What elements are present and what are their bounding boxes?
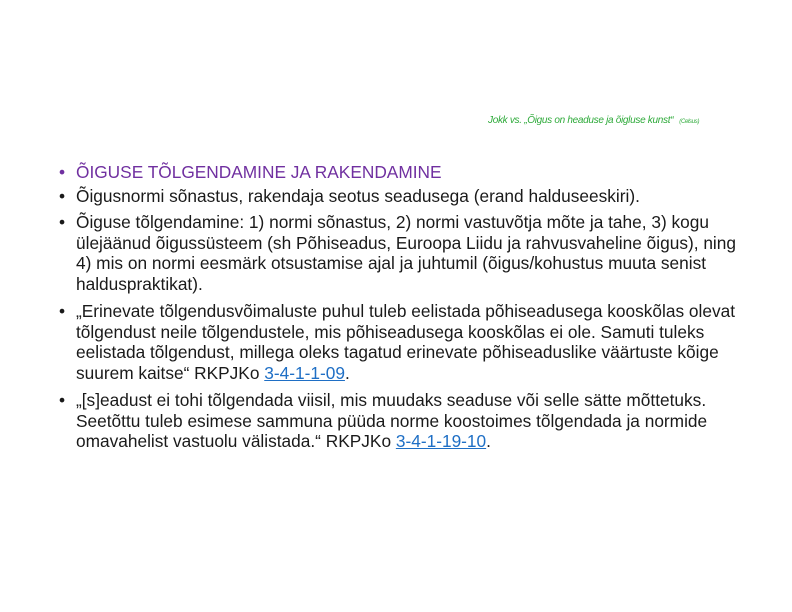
- item-text: „Erinevate tõlgendusvõimaluste puhul tuleb eelistada põhiseadusega kooskõlas olevat tõlgendust neile tõlgendustele, mis põhiseadusega kooskõlas ei ole. Samuti tuleks eelistada tõlgendust, millega oleks tagatud erinevate põhiseaduslike väärtuste kõige suurem kaitse“ RKPJKo: [76, 301, 736, 383]
- citation-text: Jokk vs. „Õigus on headuse ja õigluse kunst“: [488, 115, 674, 126]
- item-text: Õigusnormi sõnastus, rakendaja seotus seadusega (erand halduseeskiri).: [76, 185, 640, 206]
- list-item: [58, 186, 748, 207]
- bullet-list: [58, 162, 748, 459]
- item-text: Õiguse tõlgendamine: 1) normi sõnastus, 2) normi vastuvõtja mõte ja tahe, 3) kogu ülejäänud õigussüsteem (sh Põhiseadus, Euroopa Liidu ja rahvusvaheline õigus), ning 4) mis on normi eesmärk otsustamise ajal ja juhtumil (õigus/kohustus muuta senist halduspraktikat).: [76, 212, 736, 294]
- section-heading: [58, 162, 748, 183]
- citation-source: (Celsus): [679, 119, 700, 125]
- case-link-3-4-1-19-10[interactable]: 3-4-1-19-10: [395, 431, 487, 451]
- item-text: „[s]eadust ei tohi tõlgendada viisil, mis muudaks seaduse või selle sätte mõttetuks. Seetõttu tuleb esimese sammuna püüda norme koostoimes tõlgendada ja normide omavahelist vastuolu välistada.“ RKPJKo: [76, 390, 708, 451]
- list-item: [58, 301, 748, 383]
- citation: [488, 115, 699, 126]
- item-end: .: [486, 431, 491, 451]
- item-end: .: [344, 362, 350, 383]
- list-item: [58, 390, 748, 452]
- heading-text: ÕIGUSE TÕLGENDAMINE JA RAKENDAMINE: [76, 162, 442, 182]
- case-link-3-4-1-1-09[interactable]: 3-4-1-1-09: [264, 362, 345, 383]
- list-item: [58, 212, 748, 294]
